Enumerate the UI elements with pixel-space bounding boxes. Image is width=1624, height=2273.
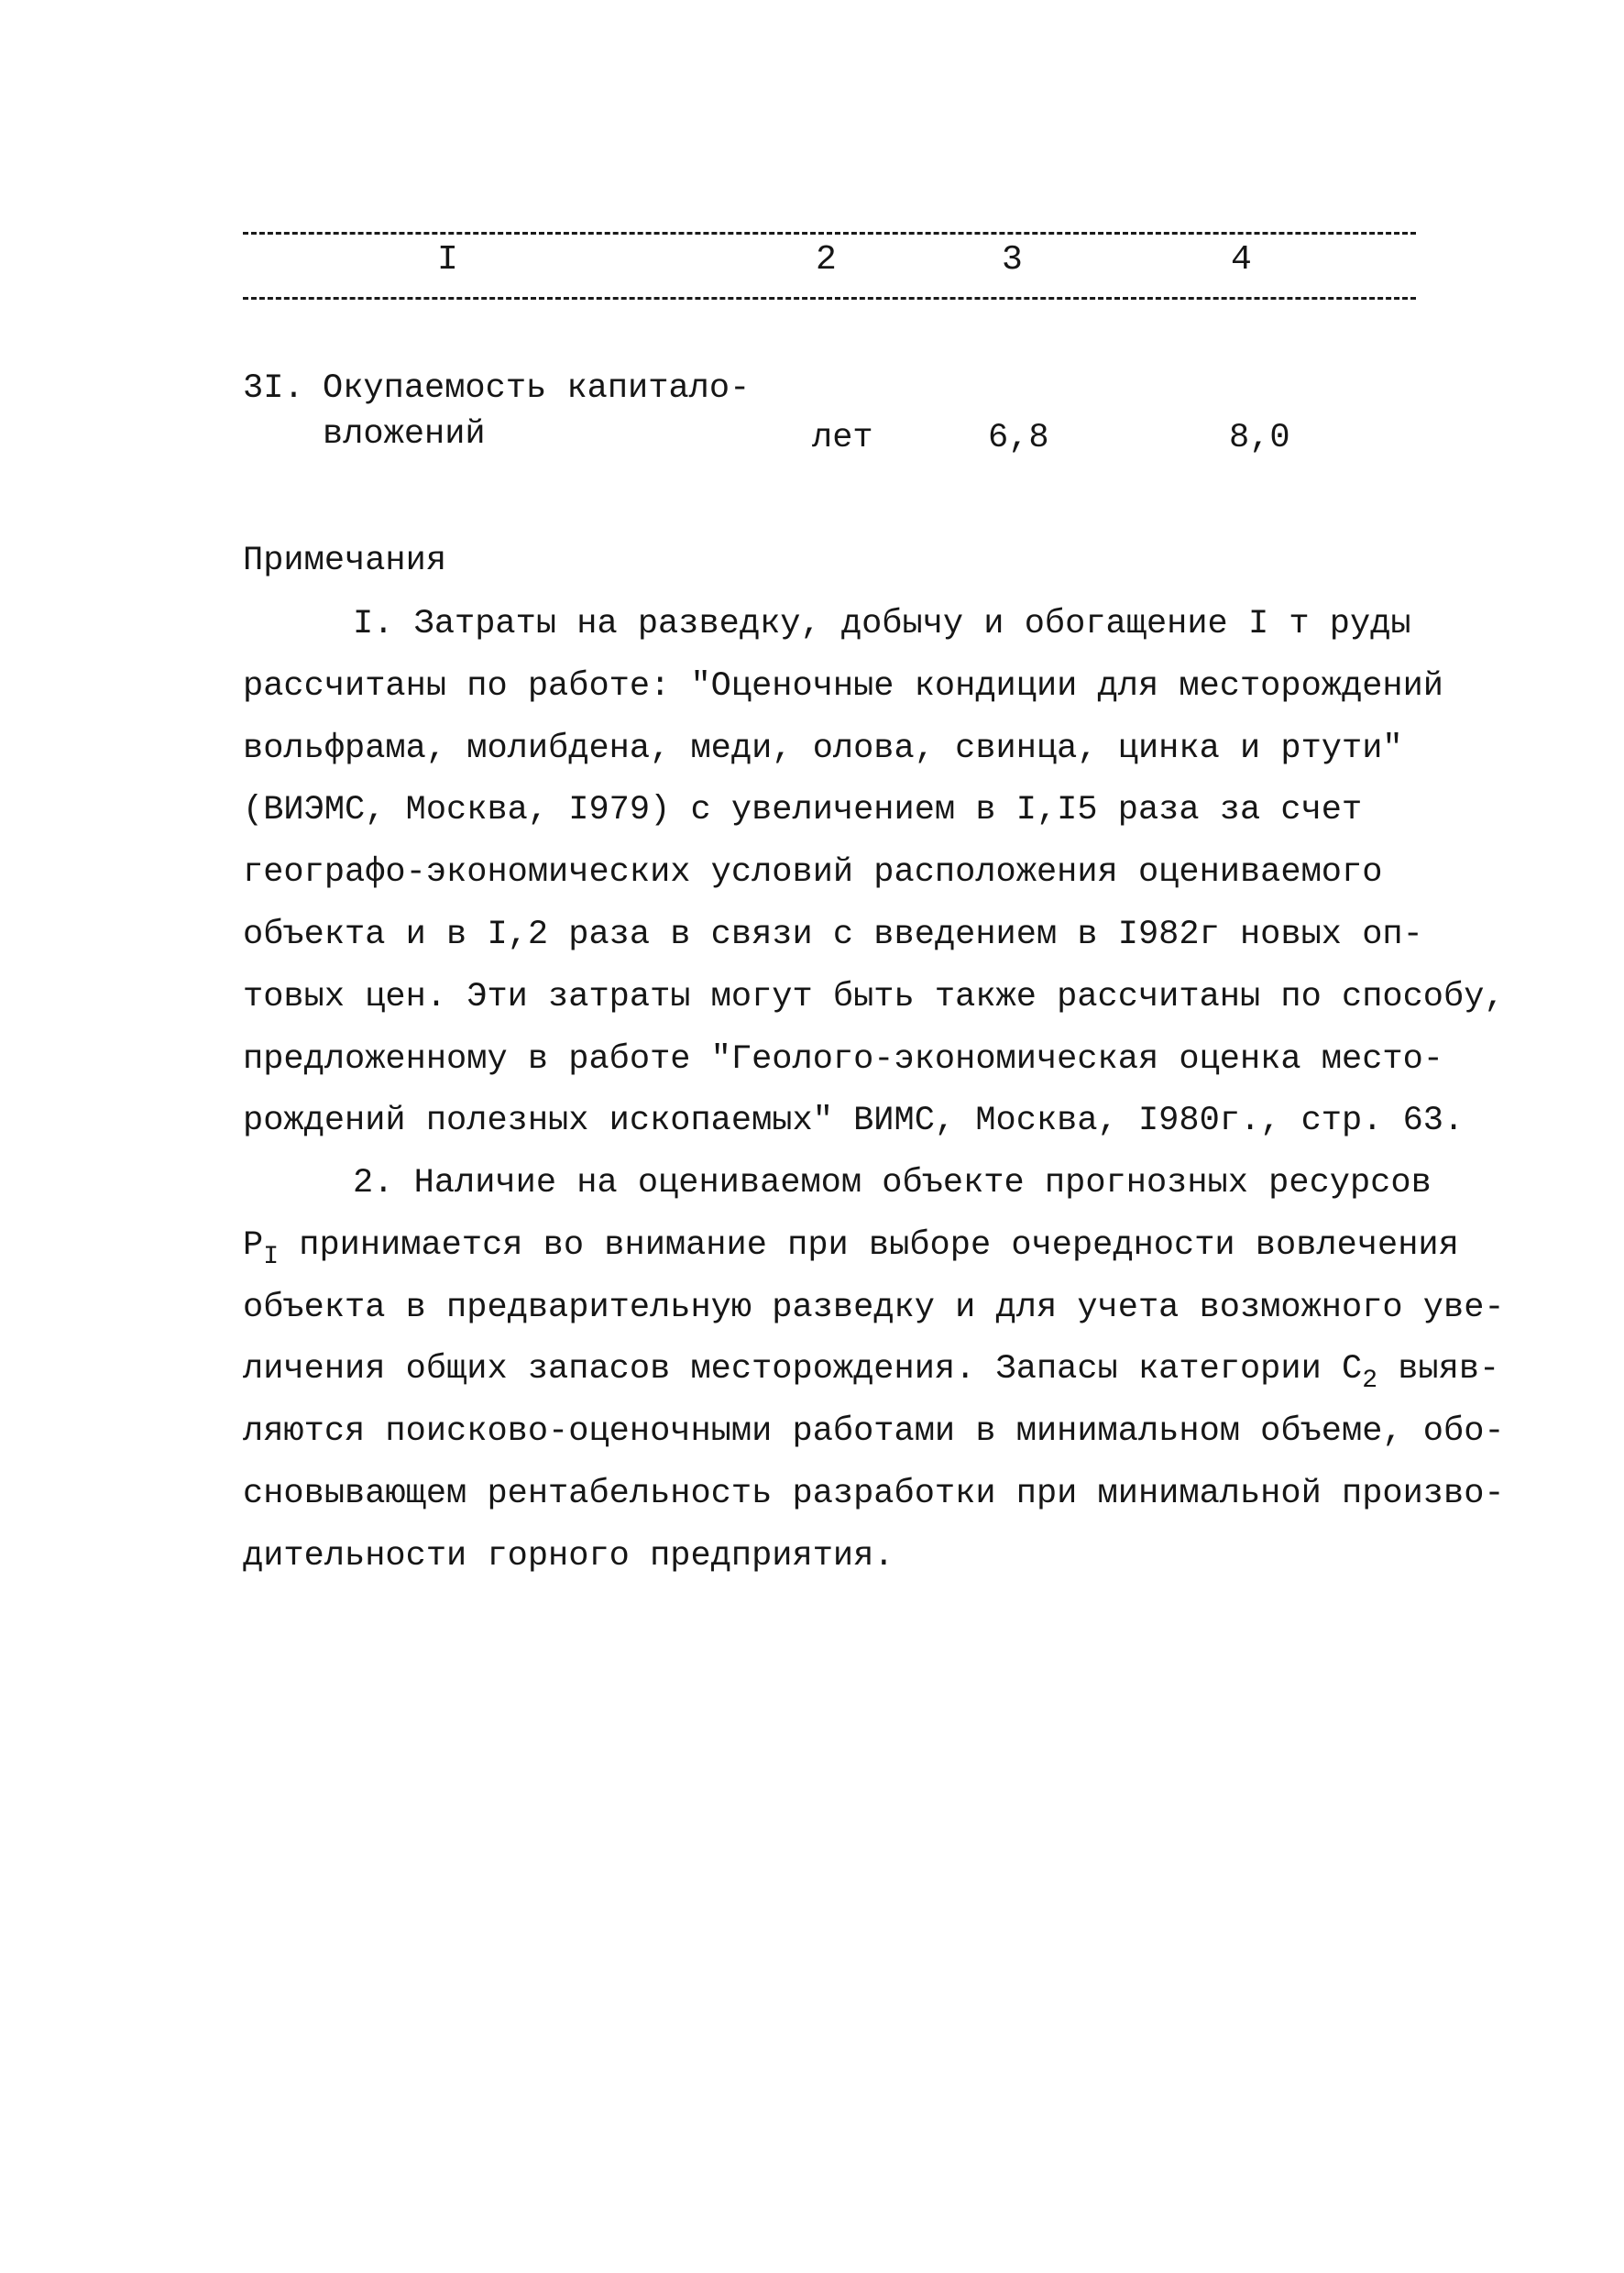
note-2 bbox=[243, 1153, 1505, 1588]
note-1-line: предложенному в работе "Геолого-экономическая оценка место- bbox=[243, 1039, 1444, 1079]
row-label-line1: Окупаемость капитало- bbox=[323, 369, 751, 408]
note-1-line: рождений полезных ископаемых" ВИМС, Москва, I980г., стр. 63. bbox=[243, 1102, 1465, 1141]
header-bottom-rule bbox=[243, 297, 1416, 300]
row-unit: лет bbox=[812, 419, 873, 457]
column-header-1: I bbox=[437, 240, 458, 280]
note-2-line bbox=[243, 1339, 1500, 1401]
note-2-line: объекта в предварительную разведку и для учета возможного уве- bbox=[243, 1288, 1505, 1327]
note-2-line-text: выяв- bbox=[1377, 1350, 1500, 1389]
header-top-rule bbox=[243, 232, 1416, 235]
note-2-line: ляются поисково-оценочными работами в минимальном объеме, обо- bbox=[243, 1412, 1505, 1452]
note-2-line bbox=[243, 1215, 1459, 1278]
row-value-col3: 6,8 bbox=[988, 419, 1049, 457]
note-1-line: географо-экономических условий расположения оцениваемого bbox=[243, 853, 1383, 893]
note-2-line-text: принимается во внимание при выборе очередности вовлечения bbox=[279, 1225, 1459, 1265]
row-number: 3I. bbox=[243, 369, 304, 408]
note-1-line: (ВИЭМС, Москва, I979) с увеличением в I,I5 раза за счет bbox=[243, 791, 1363, 830]
note-2-line-text: личения общих запасов месторождения. Запасы категории С bbox=[243, 1350, 1363, 1389]
row-value-col4: 8,0 bbox=[1229, 419, 1290, 457]
note-1-line: I. Затраты на разведку, добычу и обогащение I т руды bbox=[353, 605, 1411, 643]
row-label-line2: вложений bbox=[323, 415, 486, 454]
note-1-line: вольфрама, молибдена, меди, олова, свинца, цинка и ртути" bbox=[243, 729, 1403, 768]
note-2-line: дительности горного предприятия. bbox=[243, 1536, 894, 1576]
resource-subscript: I bbox=[263, 1242, 280, 1271]
notes-title: Примечания bbox=[243, 542, 447, 580]
column-header-2: 2 bbox=[816, 240, 837, 280]
note-1 bbox=[243, 594, 1505, 1153]
column-header-4: 4 bbox=[1231, 240, 1252, 280]
note-1-line: рассчитаны по работе: "Оценочные кондиции для месторождений bbox=[243, 666, 1444, 706]
note-2-line: сновывающем рентабельность разработки при минимальной произво- bbox=[243, 1474, 1505, 1513]
note-1-line: товых цен. Эти затраты могут быть также рассчитаны по способу, bbox=[243, 977, 1505, 1016]
category-subscript: 2 bbox=[1362, 1367, 1378, 1396]
column-header-3: 3 bbox=[1002, 240, 1023, 280]
note-1-line: объекта и в I,2 раза в связи с введением в I982г новых оп- bbox=[243, 915, 1423, 954]
resource-symbol: Р bbox=[243, 1225, 264, 1265]
note-2-line: 2. Наличие на оцениваемом объекте прогнозных ресурсов bbox=[353, 1164, 1432, 1202]
